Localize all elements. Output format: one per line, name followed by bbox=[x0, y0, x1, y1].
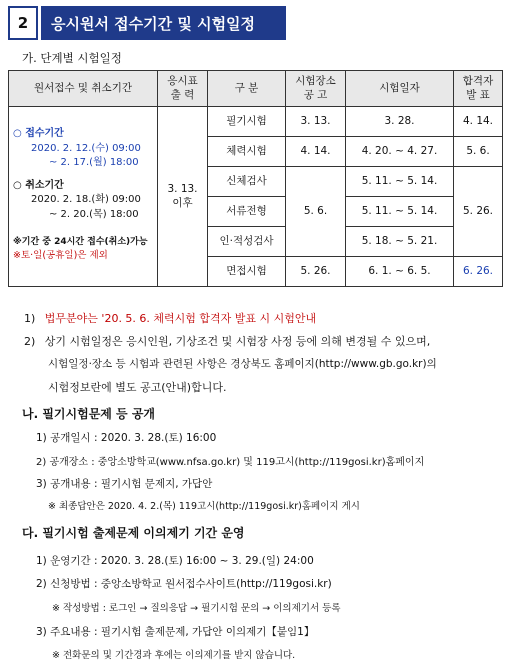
category-cell: 서류전형 bbox=[208, 197, 286, 227]
venue-cell: 3. 13. bbox=[286, 107, 346, 137]
date-cell: 5. 11. ~ 5. 14. bbox=[346, 197, 454, 227]
col-header-card: 응시표 출 력 bbox=[158, 71, 208, 107]
col-header-reception: 원서접수 및 취소기간 bbox=[9, 71, 158, 107]
section-number: 2 bbox=[8, 6, 38, 40]
date-cell: 6. 1. ~ 6. 5. bbox=[346, 257, 454, 287]
section-title: 응시원서 접수기간 및 시험일정 bbox=[41, 6, 286, 40]
date-cell: 3. 28. bbox=[346, 107, 454, 137]
category-cell: 필기시험 bbox=[208, 107, 286, 137]
card-print-cell: 3. 13. 이후 bbox=[158, 107, 208, 287]
col-header-result: 합격자 발 표 bbox=[454, 71, 503, 107]
result-cell: 6. 26. bbox=[454, 257, 503, 287]
result-cell-merged: 5. 26. bbox=[454, 167, 503, 257]
col-header-category: 구 분 bbox=[208, 71, 286, 107]
category-cell: 면접시험 bbox=[208, 257, 286, 287]
section-c-item-3: 3) 주요내용 : 필기시험 출제문제, 가답안 이의제기【붙임1】 bbox=[36, 626, 315, 638]
reception-label: ○ 접수기간 bbox=[13, 128, 64, 139]
result-cell: 4. 14. bbox=[454, 107, 503, 137]
section-b-item-3: 3) 공개내용 : 필기시험 문제지, 가답안 bbox=[36, 478, 213, 490]
section-c-item-3-note: ※ 전화문의 및 기간경과 후에는 이의제기를 받지 않습니다. bbox=[52, 650, 296, 661]
section-b-note: ※ 최종답안은 2020. 4. 2.(목) 119고시(http://119gosi.kr)홈페이지 게시 bbox=[48, 501, 360, 512]
date-cell: 5. 18. ~ 5. 21. bbox=[346, 227, 454, 257]
section-header bbox=[8, 6, 286, 40]
date-cell: 5. 11. ~ 5. 14. bbox=[346, 167, 454, 197]
category-cell: 신체검사 bbox=[208, 167, 286, 197]
table-header-row bbox=[9, 71, 503, 107]
category-cell: 인·적성검사 bbox=[208, 227, 286, 257]
venue-cell-merged: 5. 6. bbox=[286, 167, 346, 257]
note-2: 2) 상기 시험일정은 응시인원, 기상조건 및 시험장 사정 등에 의해 변경될 수 있으며, bbox=[24, 335, 431, 348]
section-c-item-2: 2) 신청방법 : 중앙소방학교 원서접수사이트(http://119gosi.kr) bbox=[36, 578, 332, 590]
reception-note-weekend: ※토·일(공휴일)은 제외 bbox=[13, 250, 108, 262]
note-2-line-3: 시험정보란에 별도 공고(안내)합니다. bbox=[48, 381, 227, 394]
note-1: 1) 법무분야는 '20. 5. 6. 체력시험 합격자 발표 시 시험안내 bbox=[24, 312, 317, 325]
table-row bbox=[9, 107, 503, 137]
section-c-item-1: 1) 운영기간 : 2020. 3. 28.(토) 16:00 ~ 3. 29.(일) 24:00 bbox=[36, 555, 314, 567]
venue-cell: 4. 14. bbox=[286, 137, 346, 167]
schedule-table bbox=[8, 70, 503, 287]
section-b-title: 나. 필기시험문제 등 공개 bbox=[22, 407, 156, 421]
note-2-line-2: 시험일정·장소 등 시험과 관련된 사항은 경상북도 홈페이지(http://www.gb.go.kr)의 bbox=[48, 358, 437, 370]
reception-note-24h: ※기간 중 24시간 접수(취소)가능 bbox=[13, 237, 148, 247]
subsection-a-title: 가. 단계별 시험일정 bbox=[22, 51, 122, 65]
section-b-item-2: 2) 공개장소 : 중앙소방학교(www.nfsa.go.kr) 및 119고시(http://119gosi.kr)홈페이지 bbox=[36, 457, 425, 468]
reception-period-cell: ○ 접수기간 2020. 2. 12.(수) 09:00 ~ 2. 17.(월) 18:00 ○ 취소기간 2020. 2. 18.(화) 09:00 ~ 2. 20.(목) 18:00 ※기간 중 24시간 접수(취소)가능 ※토·일(공휴일)은 제외 bbox=[9, 107, 158, 287]
cancel-label: ○ 취소기간 bbox=[13, 179, 64, 191]
venue-cell: 5. 26. bbox=[286, 257, 346, 287]
date-cell: 4. 20. ~ 4. 27. bbox=[346, 137, 454, 167]
col-header-date: 시험일자 bbox=[346, 71, 454, 107]
col-header-venue: 시험장소 공 고 bbox=[286, 71, 346, 107]
category-cell: 체력시험 bbox=[208, 137, 286, 167]
section-b-item-1: 1) 공개일시 : 2020. 3. 28.(토) 16:00 bbox=[36, 432, 217, 444]
section-c-item-2-note: ※ 작성방법 : 로그인 → 질의응답 → 필기시험 문의 → 이의제기서 등록 bbox=[52, 603, 341, 614]
result-cell: 5. 6. bbox=[454, 137, 503, 167]
section-c-title: 다. 필기시험 출제문제 이의제기 기간 운영 bbox=[22, 526, 245, 540]
